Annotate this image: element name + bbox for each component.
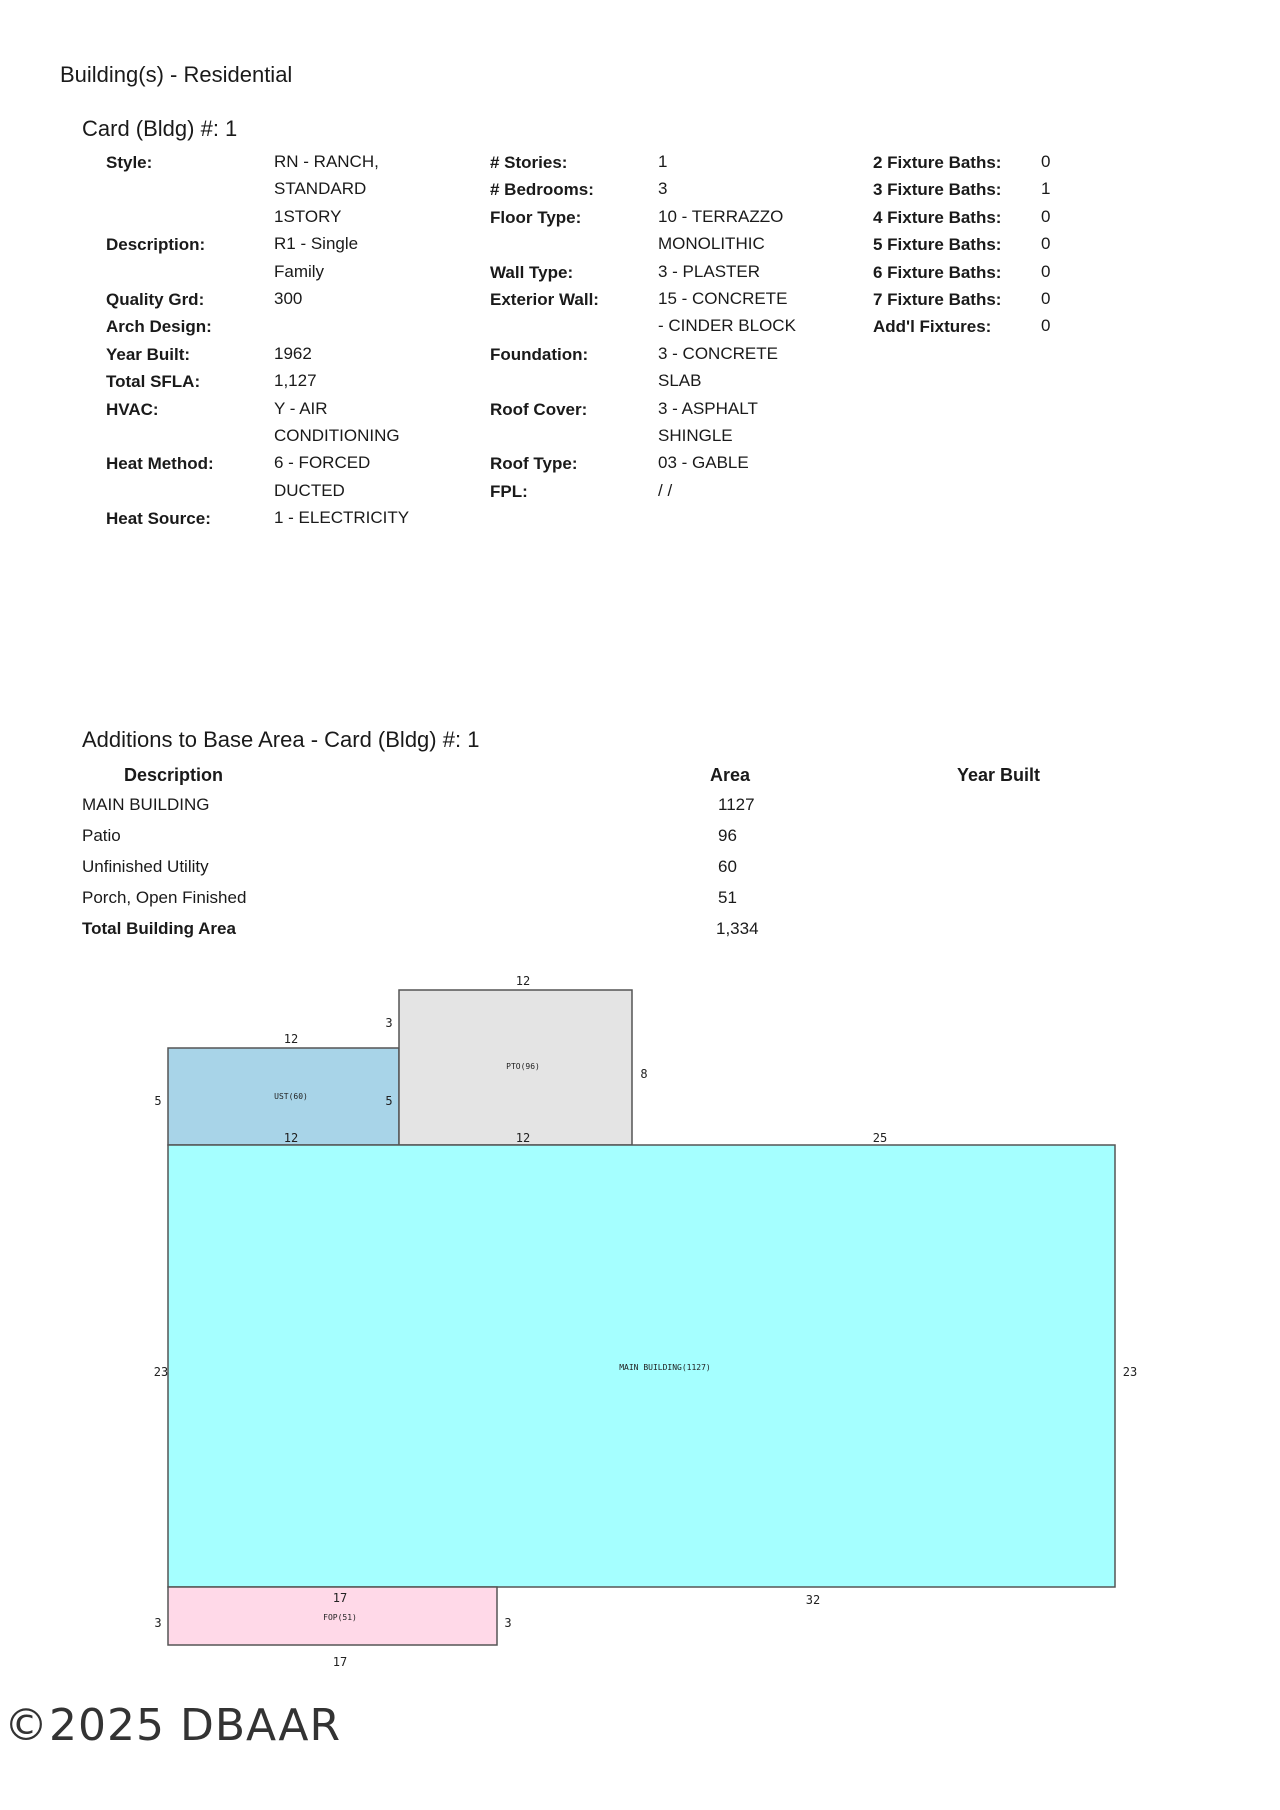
col1-value: STANDARD (274, 179, 367, 199)
col1-value: CONDITIONING (274, 426, 400, 445)
fixture-value: 0 (1041, 234, 1051, 254)
col2-label: Roof Type: (490, 454, 578, 474)
col1-value: 1962 (274, 343, 312, 363)
additions-row-area: 1127 (718, 795, 755, 814)
additions-row-area: 96 (718, 826, 737, 845)
col1-label: HVAC: (106, 399, 159, 419)
dim-main-bottom: 32 (805, 1593, 821, 1607)
dim-main-right: 23 (1122, 1365, 1138, 1379)
fixture-label: 3 Fixture Baths: (873, 180, 1002, 200)
dim-pto-left: 3 (385, 1016, 393, 1030)
dim-fop-top: 17 (332, 1591, 348, 1605)
additions-row-area: 60 (718, 857, 737, 876)
col2-value: / / (658, 480, 673, 500)
col2-label: # Bedrooms: (490, 180, 594, 200)
dim-ust-top: 12 (283, 1032, 299, 1046)
col2-value: SHINGLE (658, 426, 733, 445)
fixture-value: 0 (1041, 152, 1051, 171)
fixture-label: 6 Fixture Baths: (873, 262, 1002, 282)
col2-label: # Stories: (490, 153, 568, 172)
additions-total-description: Total Building Area (82, 919, 236, 938)
section-title: Building(s) - Residential (60, 62, 293, 87)
col2-value: SLAB (658, 371, 702, 391)
fixture-label: 2 Fixture Baths: (873, 153, 1002, 172)
col2-value: MONOLITHIC (658, 234, 765, 254)
fixture-value: 0 (1041, 289, 1051, 308)
col1-label: Style: (106, 153, 153, 172)
additions-row-description: Patio (82, 826, 121, 845)
fixture-value: 1 (1041, 179, 1051, 199)
col2-value: 3 - ASPHALT (658, 398, 758, 418)
col2-label: Exterior Wall: (490, 290, 599, 309)
sketch-pto-label: PTO(96) (506, 1062, 540, 1071)
col1-value: RN - RANCH, (274, 152, 379, 171)
sketch-ust-label: UST(60) (274, 1092, 308, 1101)
additions-header-area: Area (710, 765, 751, 785)
col1-value: DUCTED (274, 480, 345, 500)
col1-value: 1,127 (274, 371, 317, 391)
additions-row-description: MAIN BUILDING (82, 795, 210, 814)
fixture-label: 4 Fixture Baths: (873, 207, 1002, 227)
additions-total-area: 1,334 (716, 919, 759, 938)
col2-value: 1 (658, 152, 668, 171)
col1-label: Year Built: (106, 344, 191, 364)
additions-row-description: Porch, Open Finished (82, 888, 247, 907)
fixture-value: 0 (1041, 316, 1051, 336)
copyright-watermark: ©2025 DBAAR (4, 1700, 342, 1751)
dim-pto-top: 12 (515, 974, 531, 988)
col2-value: 3 (658, 179, 668, 199)
dim-ust-bottom: 12 (283, 1131, 299, 1145)
col2-label: Roof Cover: (490, 399, 588, 419)
col1-value: Y - AIR (274, 398, 328, 418)
fixture-label: 7 Fixture Baths: (873, 290, 1002, 309)
additions-header-description: Description (124, 765, 224, 785)
dim-ust-right: 5 (385, 1094, 393, 1108)
col1-label: Total SFLA: (106, 372, 201, 392)
col2-label: Floor Type: (490, 207, 582, 227)
building-sketch (0, 960, 1280, 1680)
col2-value: 03 - GABLE (658, 453, 749, 473)
additions-title: Additions to Base Area - Card (Bldg) #: 1 (82, 727, 480, 752)
col1-value: 6 - FORCED (274, 453, 371, 473)
col1-value: Family (274, 261, 325, 281)
dim-fop-bottom: 17 (332, 1655, 348, 1669)
dim-main-top: 25 (872, 1131, 888, 1145)
col2-label: Wall Type: (490, 262, 574, 282)
dim-pto-right: 8 (640, 1067, 648, 1081)
col1-label: Heat Source: (106, 509, 211, 529)
col1-value: 300 (274, 289, 303, 308)
dim-pto-bottom: 12 (515, 1131, 531, 1145)
col1-label: Quality Grd: (106, 290, 205, 309)
fixture-value: 0 (1041, 206, 1051, 226)
fixture-label: 5 Fixture Baths: (873, 235, 1002, 255)
additions-header-year-built: Year Built (957, 765, 1041, 785)
col1-value: 1 - ELECTRICITY (274, 508, 410, 528)
col2-label: FPL: (490, 481, 528, 501)
col1-label: Heat Method: (106, 454, 214, 474)
col2-label: Foundation: (490, 344, 589, 364)
sketch-main-label: MAIN BUILDING(1127) (619, 1363, 711, 1372)
col2-value: 3 - CONCRETE (658, 343, 778, 363)
dim-fop-left: 3 (154, 1616, 162, 1630)
col2-value: - CINDER BLOCK (658, 316, 796, 336)
dim-ust-left: 5 (154, 1094, 162, 1108)
col1-label: Arch Design: (106, 317, 212, 337)
fixture-value: 0 (1041, 261, 1051, 281)
sketch-fop-label: FOP(51) (323, 1613, 357, 1622)
dim-fop-right: 3 (504, 1616, 512, 1630)
card-title: Card (Bldg) #: 1 (82, 116, 238, 141)
fixture-label: Add'l Fixtures: (873, 317, 992, 337)
col1-value: R1 - Single (274, 234, 359, 254)
additions-row-area: 51 (718, 888, 737, 907)
col2-value: 10 - TERRAZZO (658, 206, 784, 226)
col2-value: 3 - PLASTER (658, 261, 761, 281)
additions-row-description: Unfinished Utility (82, 857, 209, 876)
col1-value: 1STORY (274, 206, 342, 226)
col1-label: Description: (106, 235, 206, 255)
col2-value: 15 - CONCRETE (658, 289, 788, 308)
dim-main-left: 23 (153, 1365, 169, 1379)
